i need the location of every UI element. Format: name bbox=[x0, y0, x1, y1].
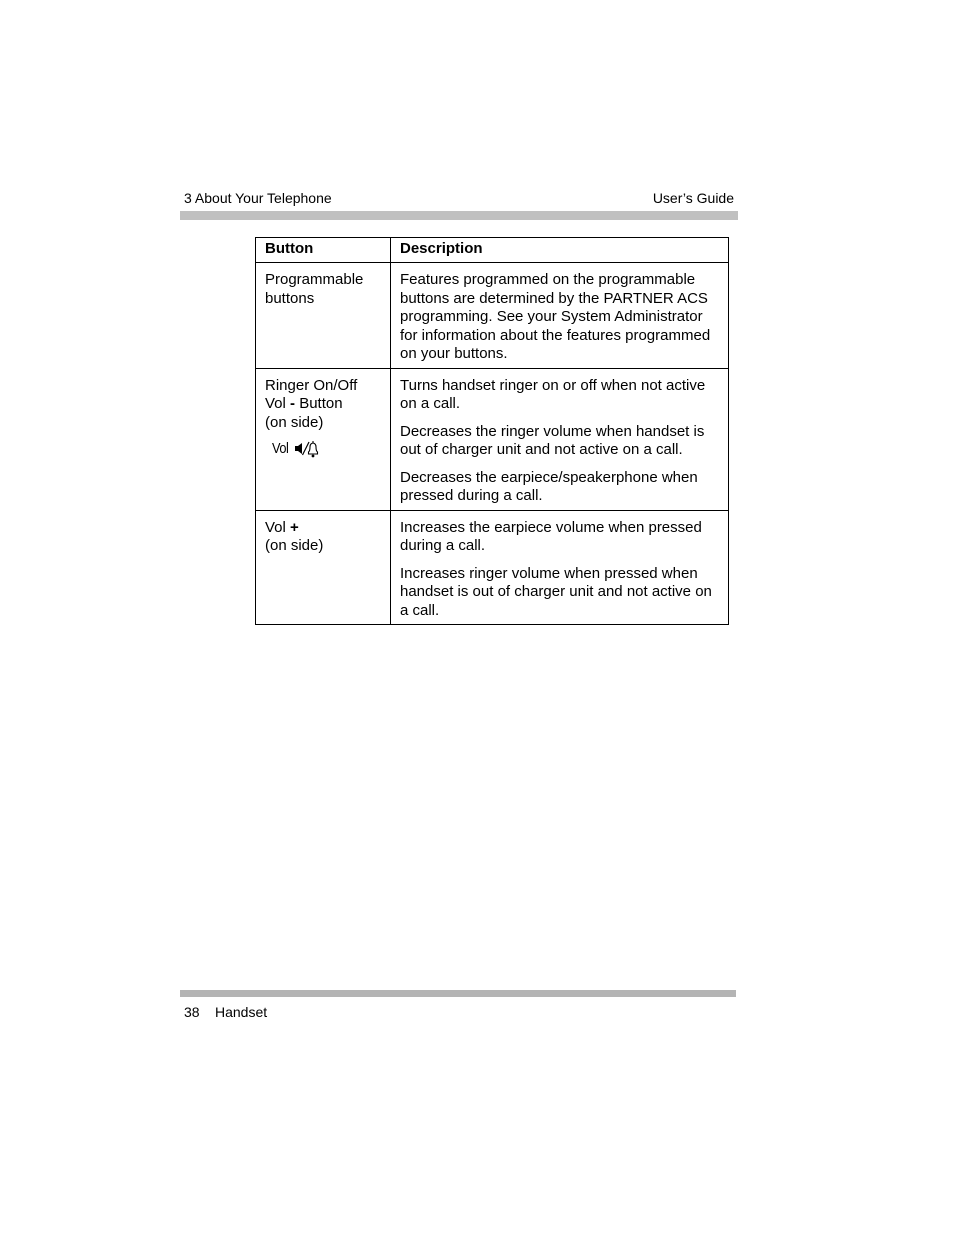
description-cell-programmable: Features programmed on the programmable buttons are determined by the PARTNER ACS programming. See your System Administrator for information about the features programmed on your buttons. bbox=[391, 263, 729, 369]
table-row bbox=[256, 368, 729, 510]
speaker-bell-icon bbox=[294, 439, 320, 459]
table-header-row bbox=[256, 238, 729, 263]
button-cell-ringer: Ringer On/Off Vol - Button (on side) Vol bbox=[256, 368, 391, 510]
page-footer bbox=[184, 1004, 267, 1020]
table-row bbox=[256, 263, 729, 369]
column-header-description: Description bbox=[391, 238, 729, 263]
vol-speaker-bell-icon: Vol bbox=[272, 438, 382, 460]
button-cell-programmable: Programmable buttons bbox=[256, 263, 391, 369]
footer-section: Handset bbox=[215, 1004, 268, 1020]
description-cell-ringer: Turns handset ringer on or off when not active on a call. Decreases the ringer volume when handset is out of charger unit and not active on a call. Decreases the earpiece/speakerphone when pressed during a call. bbox=[391, 368, 729, 510]
page-number: 38 bbox=[184, 1004, 200, 1020]
running-header-guide: User’s Guide bbox=[652, 190, 734, 206]
table-row bbox=[256, 510, 729, 625]
running-header-chapter: 3 About Your Telephone bbox=[184, 190, 332, 206]
button-description-table bbox=[255, 237, 729, 625]
button-cell-vol-plus: Vol + (on side) bbox=[256, 510, 391, 625]
description-cell-vol-plus: Increases the earpiece volume when pressed during a call. Increases ringer volume when pressed when handset is out of charger unit and not active on a call. bbox=[391, 510, 729, 625]
footer-rule bbox=[180, 990, 736, 997]
header-rule bbox=[180, 211, 738, 220]
column-header-button: Button bbox=[256, 238, 391, 263]
